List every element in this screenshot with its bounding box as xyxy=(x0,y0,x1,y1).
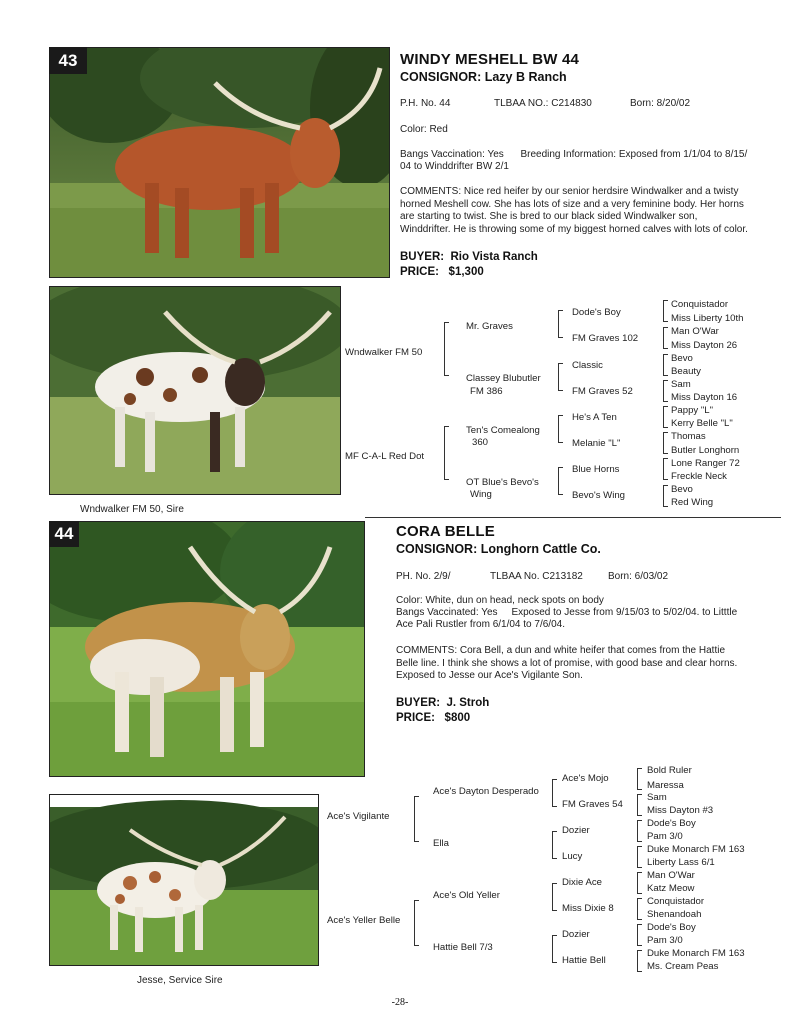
pedigree-gen2: Hattie Bell 7/3 xyxy=(433,942,493,953)
pedigree-gen4: Miss Liberty 10th xyxy=(671,313,744,324)
pedigree-gen2: Ten's Comealong xyxy=(466,425,540,436)
lot44-tlbaa: TLBAA No. C213182 xyxy=(490,571,583,582)
bracket xyxy=(663,354,668,376)
pedigree-gen4: Pappy "L" xyxy=(671,405,714,416)
lot44-comments xyxy=(396,645,776,683)
lot44-sire-photo xyxy=(49,794,319,966)
pedigree-gen4: Maressa xyxy=(647,780,684,791)
lot44-buyer: BUYER: J. Stroh xyxy=(396,697,490,709)
pedigree-gen4: Dode's Boy xyxy=(647,922,696,933)
lot43-ph-no: P.H. No. 44 xyxy=(400,98,451,109)
pedigree-gen3: Dozier xyxy=(562,825,590,836)
bracket xyxy=(637,794,642,816)
pedigree-gen4: Bevo xyxy=(671,484,693,495)
lot44-color: Color: White, dun on head, neck spots on body xyxy=(396,595,604,606)
comment-line: Winddrifter. He is throwing some of my biggest horned calves with lots of color. xyxy=(400,223,748,235)
lot44-bangs-line2: Ace Pali Rustler from 6/1/04 to 7/6/04. xyxy=(396,619,565,630)
bracket xyxy=(558,363,563,391)
pedigree-gen4: Miss Dayton #3 xyxy=(647,805,714,816)
bracket xyxy=(663,300,668,322)
pedigree-gen4: Man O'War xyxy=(647,870,695,881)
lot44-ph-no: PH. No. 2/9/ xyxy=(396,571,451,582)
dun-white-heifer-image xyxy=(50,522,364,776)
bracket xyxy=(558,467,563,495)
pedigree-gen4: Bevo xyxy=(671,353,693,364)
bracket xyxy=(663,432,668,454)
bracket xyxy=(663,380,668,402)
bracket xyxy=(558,310,563,338)
bracket xyxy=(663,327,668,349)
pedigree-gen4: Pam 3/0 xyxy=(647,831,683,842)
lot44-sire-caption: Jesse, Service Sire xyxy=(137,975,223,986)
bracket xyxy=(444,322,449,376)
pedigree-gen4: Man O'War xyxy=(671,326,719,337)
pedigree-gen4: Miss Dayton 16 xyxy=(671,392,738,403)
pedigree-gen2: Ace's Dayton Desperado xyxy=(433,786,539,797)
pedigree-gen4: Miss Dayton 26 xyxy=(671,340,738,351)
comment-line: COMMENTS: Nice red heifer by our senior herdsire Windwalker and a twisty xyxy=(400,186,739,197)
red-heifer-image xyxy=(50,48,389,277)
lot43-bangs-line1: Bangs Vaccination: Yes Breeding Information: Exposed from 1/1/04 to 8/15/ xyxy=(400,149,748,160)
pedigree-gen4: Dode's Boy xyxy=(647,818,696,829)
pedigree-gen2: FM 386 xyxy=(470,386,503,397)
lot43-number-badge: 43 xyxy=(49,47,87,74)
pedigree-gen4: Conquistador xyxy=(671,299,729,310)
pedigree-gen2: Ace's Old Yeller xyxy=(433,890,500,901)
lot43-title: WINDY MESHELL BW 44 xyxy=(400,51,580,68)
pedigree-gen4: Freckle Neck xyxy=(671,471,727,482)
pedigree-gen4: Red Wing xyxy=(671,497,714,508)
pedigree-gen2: Classey Blubutler xyxy=(466,373,541,384)
pedigree-dam: MF C-A-L Red Dot xyxy=(345,451,425,462)
comment-line: Exposed to Jesse our Ace's Vigilante Son. xyxy=(396,670,583,681)
pedigree-gen4: Duke Monarch FM 163 xyxy=(647,948,745,959)
pedigree-gen3: FM Graves 52 xyxy=(572,386,633,397)
pedigree-gen4: Duke Monarch FM 163 xyxy=(647,844,745,855)
pedigree-gen3: Ace's Mojo xyxy=(562,773,609,784)
pedigree-gen3: Lucy xyxy=(562,851,583,862)
bracket xyxy=(637,924,642,946)
comment-line: horned Meshell cow. She has lots of size and a very feminine body. Her horns xyxy=(400,198,744,210)
bracket xyxy=(552,883,557,911)
lot44-number-badge: 44 xyxy=(49,521,79,547)
bracket xyxy=(637,872,642,894)
lot44-title: CORA BELLE xyxy=(396,523,495,540)
lot43-price: PRICE: $1,300 xyxy=(400,266,484,278)
pedigree-gen3: He's A Ten xyxy=(572,412,617,423)
bracket xyxy=(558,415,563,443)
bracket xyxy=(663,485,668,507)
pedigree-gen3: Blue Horns xyxy=(572,464,620,475)
pedigree-gen3: Dozier xyxy=(562,929,590,940)
lot43-color: Color: Red xyxy=(400,124,448,135)
pedigree-sire: Wndwalker FM 50 xyxy=(345,347,423,358)
pedigree-gen2: Wing xyxy=(470,489,492,500)
pedigree-gen3: FM Graves 102 xyxy=(572,333,639,344)
lot43-tlbaa: TLBAA NO.: C214830 xyxy=(494,98,592,109)
lot43-photo xyxy=(49,47,390,278)
spotted-sire-image xyxy=(50,795,318,965)
lot43-bangs-line2: 04 to Winddrifter BW 2/1 xyxy=(400,161,509,172)
pedigree-gen3: Classic xyxy=(572,360,603,371)
bracket xyxy=(663,406,668,428)
lot43-born: Born: 8/20/02 xyxy=(630,98,691,109)
comment-line: Belle line. I think she shows a lot of promise, with good base and clear horns. xyxy=(396,657,738,669)
lot44-consignor: CONSIGNOR: Longhorn Cattle Co. xyxy=(396,542,601,556)
pedigree-gen3: Miss Dixie 8 xyxy=(562,903,614,914)
pedigree-gen4: Conquistador xyxy=(647,896,705,907)
lot43-consignor: CONSIGNOR: Lazy B Ranch xyxy=(400,70,567,84)
pedigree-gen4: Ms. Cream Peas xyxy=(647,961,719,972)
pedigree-gen4: Sam xyxy=(671,379,691,390)
bracket xyxy=(552,779,557,807)
lot44-bangs-line1: Bangs Vaccinated: Yes Exposed to Jesse from 9/15/03 to 5/02/04. to Litttle xyxy=(396,607,738,618)
pedigree-gen4: Liberty Lass 6/1 xyxy=(647,857,715,868)
pedigree-gen4: Beauty xyxy=(671,366,701,377)
pedigree-gen3: Dixie Ace xyxy=(562,877,602,888)
bracket xyxy=(414,900,419,946)
pedigree-gen3: Melanie "L" xyxy=(572,438,621,449)
bracket xyxy=(637,820,642,842)
pedigree-gen2: Ella xyxy=(433,838,449,849)
bracket xyxy=(637,950,642,972)
pedigree-gen3: Dode's Boy xyxy=(572,307,621,318)
pedigree-gen3: Bevo's Wing xyxy=(572,490,626,501)
section-divider xyxy=(365,517,781,518)
spotted-bull-image xyxy=(50,287,340,494)
pedigree-dam: Ace's Yeller Belle xyxy=(327,915,401,926)
pedigree-gen4: Katz Meow xyxy=(647,883,695,894)
bracket xyxy=(637,898,642,920)
page-number: -28- xyxy=(391,997,409,1008)
pedigree-gen4: Thomas xyxy=(671,431,706,442)
bracket xyxy=(663,458,668,480)
comment-line: COMMENTS: Cora Bell, a dun and white heifer that comes from the Hattie xyxy=(396,645,726,656)
pedigree-gen4: Bold Ruler xyxy=(647,765,692,776)
pedigree-gen2: 360 xyxy=(472,437,489,448)
bracket xyxy=(444,426,449,480)
lot43-sire-photo xyxy=(49,286,341,495)
pedigree-gen3: Hattie Bell xyxy=(562,955,606,966)
pedigree-gen4: Shenandoah xyxy=(647,909,702,920)
lot44-born: Born: 6/03/02 xyxy=(608,571,669,582)
pedigree-gen4: Sam xyxy=(647,792,667,803)
pedigree-gen4: Kerry Belle "L" xyxy=(671,418,733,429)
pedigree-gen2: Mr. Graves xyxy=(466,321,513,332)
bracket xyxy=(552,831,557,859)
bracket xyxy=(637,846,642,868)
pedigree-sire: Ace's Vigilante xyxy=(327,811,390,822)
pedigree-gen4: Pam 3/0 xyxy=(647,935,683,946)
lot43-buyer: BUYER: Rio Vista Ranch xyxy=(400,251,538,263)
bracket xyxy=(552,935,557,963)
pedigree-gen3: FM Graves 54 xyxy=(562,799,623,810)
bracket xyxy=(414,796,419,842)
lot43-comments xyxy=(400,186,770,236)
pedigree-gen4: Butler Longhorn xyxy=(671,445,740,456)
pedigree-gen2: OT Blue's Bevo's xyxy=(466,477,539,488)
lot44-photo xyxy=(49,521,365,777)
bracket xyxy=(637,768,642,790)
lot44-price: PRICE: $800 xyxy=(396,712,471,724)
comment-line: are starting to twist. She is bred to our black sided Windwalker son, xyxy=(400,211,698,222)
pedigree-gen4: Lone Ranger 72 xyxy=(671,458,740,469)
lot43-sire-caption: Wndwalker FM 50, Sire xyxy=(80,504,184,515)
